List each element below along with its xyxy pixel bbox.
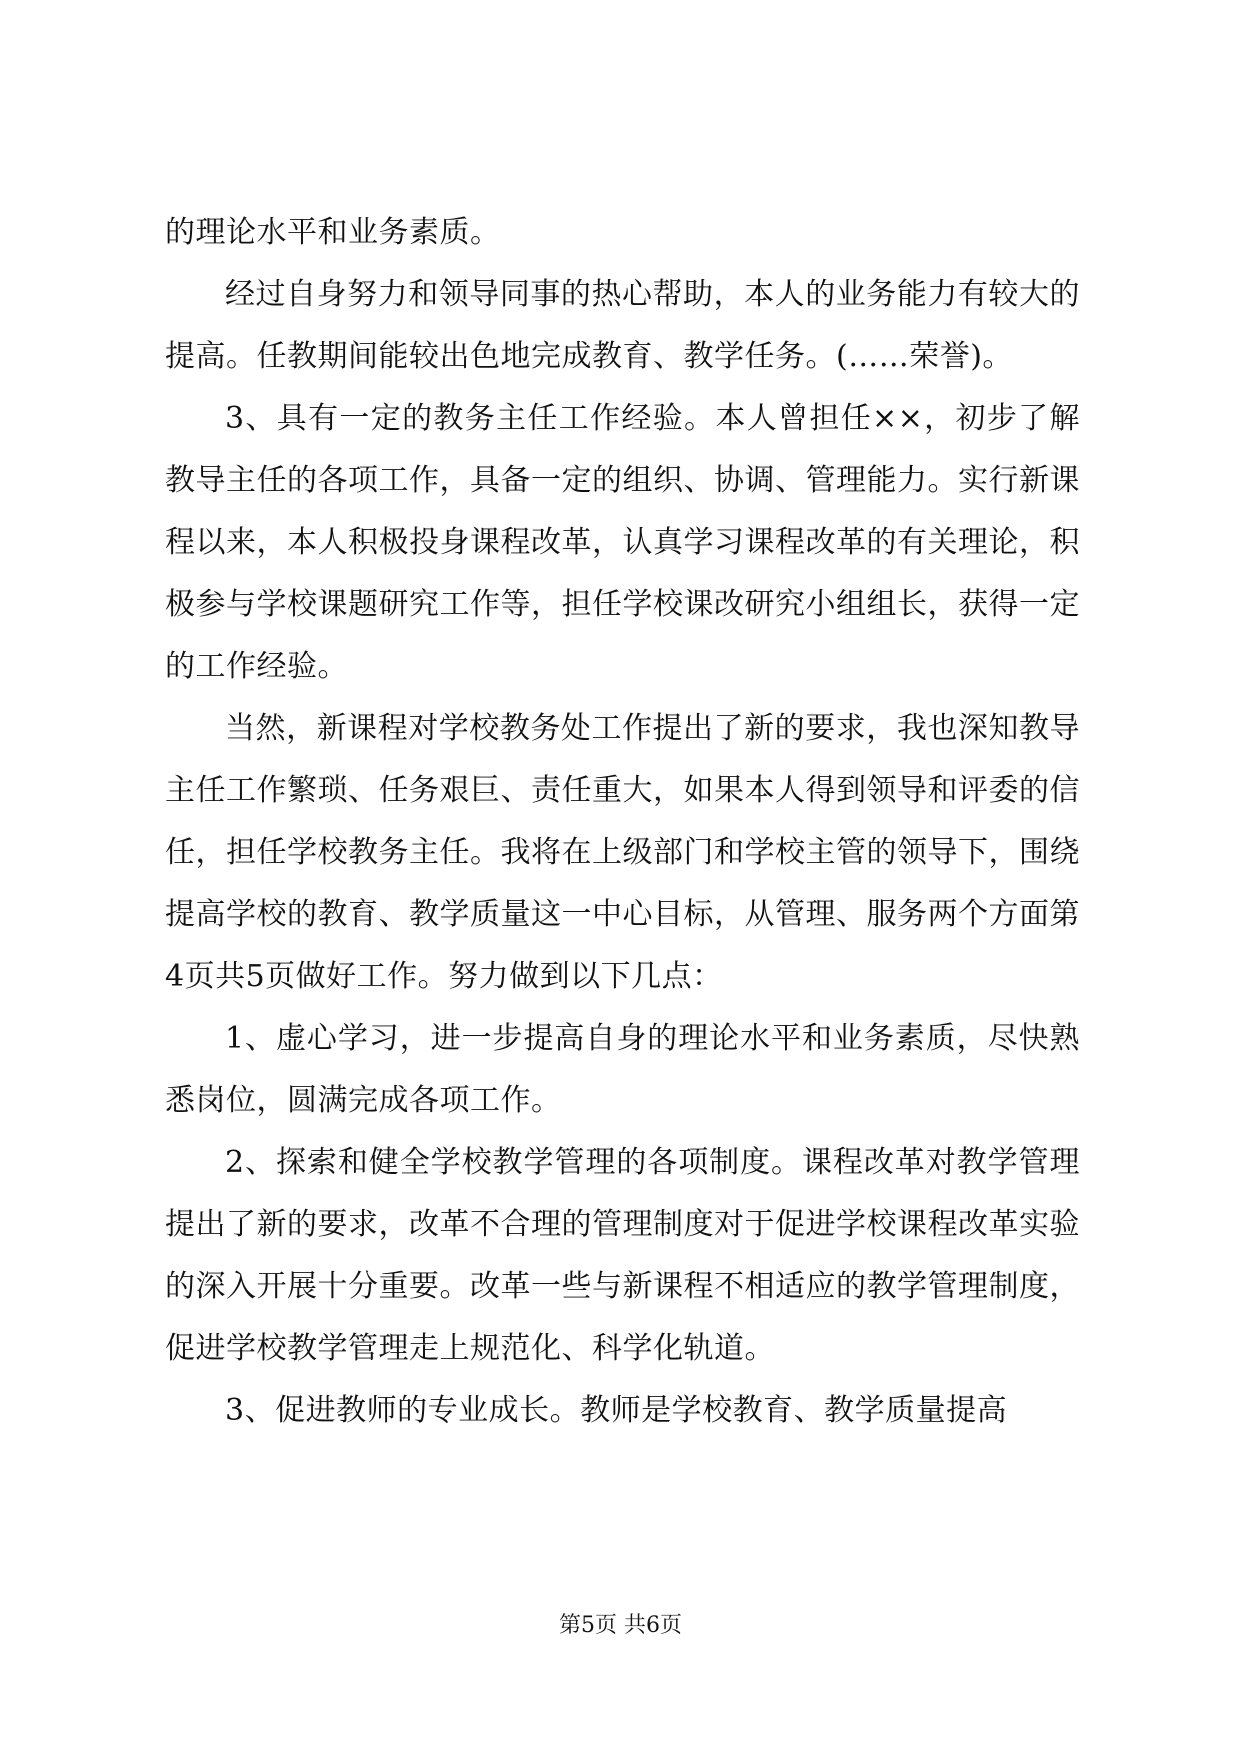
page-footer: 第5页 共6页	[559, 1613, 682, 1638]
paragraph-point-1: 1、虚心学习，进一步提高自身的理论水平和业务素质，尽快熟悉岗位，圆满完成各项工作。	[165, 1021, 1080, 1118]
paragraph-continuation: 的理论水平和业务素质。	[165, 215, 501, 250]
paragraph-new-curriculum: 当然，新课程对学校教务处工作提出了新的要求，我也深知教导主任工作繁琐、任务艰巨、责任重大，如果本人得到领导和评委的信任，担任学校教务主任。我将在上级部门和学校主管的领导下，围绕提高学校的教育、教学质量这一中心目标，从管理、服务两个方面第4页共5页做好工作。努力做到以下几点：	[165, 711, 1080, 994]
paragraph-point-3: 3、促进教师的专业成长。教师是学校教育、教学质量提高	[225, 1393, 1008, 1428]
body-text	[165, 202, 1080, 1442]
paragraph-experience: 3、具有一定的教务主任工作经验。本人曾担任××，初步了解教导主任的各项工作，具备一定的组织、协调、管理能力。实行新课程以来，本人积极投身课程改革，认真学习课程改革的有关理论，积极参与学校课题研究工作等，担任学校课改研究小组组长，获得一定的工作经验。	[165, 401, 1080, 684]
paragraph-point-2: 2、探索和健全学校教学管理的各项制度。课程改革对教学管理提出了新的要求，改革不合理的管理制度对于促进学校课程改革实验的深入开展十分重要。改革一些与新课程不相适应的教学管理制度，促进学校教学管理走上规范化、科学化轨道。	[165, 1145, 1080, 1366]
paragraph-self-improvement: 经过自身努力和领导同事的热心帮助，本人的业务能力有较大的提高。任教期间能较出色地完成教育、教学任务。(……荣誉)。	[165, 277, 1080, 374]
